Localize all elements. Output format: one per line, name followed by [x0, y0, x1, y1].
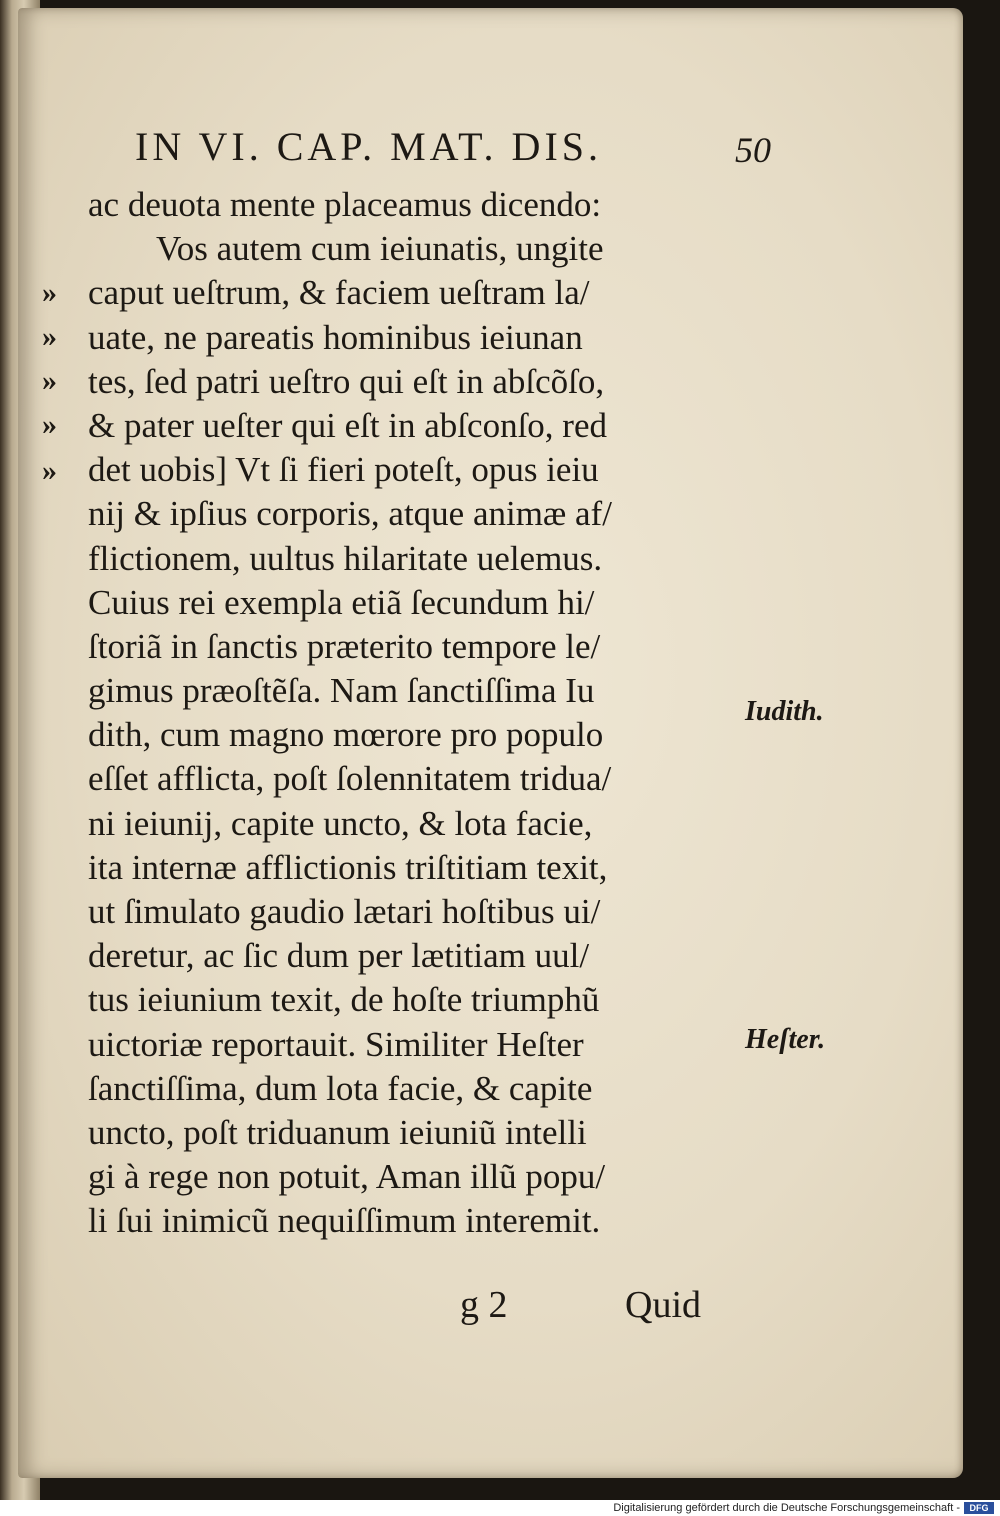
body-text — [88, 183, 738, 1244]
marginal-note-judith: Iudith. — [745, 696, 824, 727]
text-line: uate, ne pareatis hominibus ieiunan — [88, 317, 583, 357]
catchword: Quid — [625, 1284, 701, 1326]
text-line: gimus præoſtẽſa. Nam ſanctiſſima Iu — [88, 671, 595, 711]
dfg-logo: DFG — [964, 1502, 994, 1514]
quote-mark: » — [42, 276, 57, 309]
text-line: deretur, ac ſic dum per lætitiam uul/ — [88, 936, 590, 976]
footer-credit: Digitalisierung gefördert durch die Deutsche Forschungsgemeinschaft - — [613, 1502, 960, 1514]
text-line: flictionem, uultus hilaritate uelemus. — [88, 538, 603, 578]
text-line: caput ueſtrum, & faciem ueſtram la/ — [88, 273, 590, 313]
text-line: li ſui inimicũ nequiſſimum interemit. — [88, 1201, 601, 1241]
text-line: & pater ueſter qui eſt in abſconſo, red — [88, 405, 607, 445]
text-line: tus ieiunium texit, de hoſte triumphũ — [88, 980, 600, 1020]
text-line: dith, cum magno mœrore pro populo — [88, 715, 604, 755]
text-line: ut ſimulato gaudio lætari hoſtibus ui/ — [88, 892, 601, 931]
running-head: IN VI. CAP. MAT. DIS. — [135, 124, 603, 169]
text-line: ſanctiſſima, dum lota facie, & capite — [88, 1068, 593, 1108]
text-line: ac deuota mente placeamus dicendo: — [88, 185, 602, 224]
text-line: det uobis] Vt ſi fieri poteſt, opus ieiu — [88, 450, 599, 490]
quote-mark: » — [42, 364, 57, 397]
marginal-note-hester: Heſter. — [745, 1024, 826, 1055]
text-line: Cuius rei exempla etiã ſecundum hi/ — [88, 582, 595, 622]
quote-mark: » — [42, 454, 57, 487]
text-line: eſſet afflicta, poſt ſolennitatem tridua/ — [88, 759, 612, 799]
text-line: tes, ſed patri ueſtro qui eſt in abſcõſo, — [88, 361, 605, 401]
text-line: ſtoriã in ſanctis præterito tempore le/ — [88, 626, 601, 666]
text-line: gi à rege non potuit, Aman illũ popu/ — [88, 1157, 606, 1197]
folio-number: 50 — [735, 130, 771, 170]
quote-mark: » — [42, 320, 57, 353]
text-line: ita internæ afflictionis triſtitiam texit, — [88, 847, 608, 887]
text-line: nij & ipſius corporis, atque animæ af/ — [88, 494, 612, 534]
quote-mark: » — [42, 408, 57, 441]
text-line: uncto, poſt triduanum ieiuniũ intelli — [88, 1112, 587, 1152]
signature-mark: g 2 — [460, 1284, 508, 1326]
text-line: Vos autem cum ieiunatis, ungite — [156, 229, 604, 269]
text-line: uictoriæ reportauit. Similiter Heſter — [88, 1024, 584, 1064]
text-line: ni ieiunij, capite uncto, & lota facie, — [88, 803, 593, 843]
